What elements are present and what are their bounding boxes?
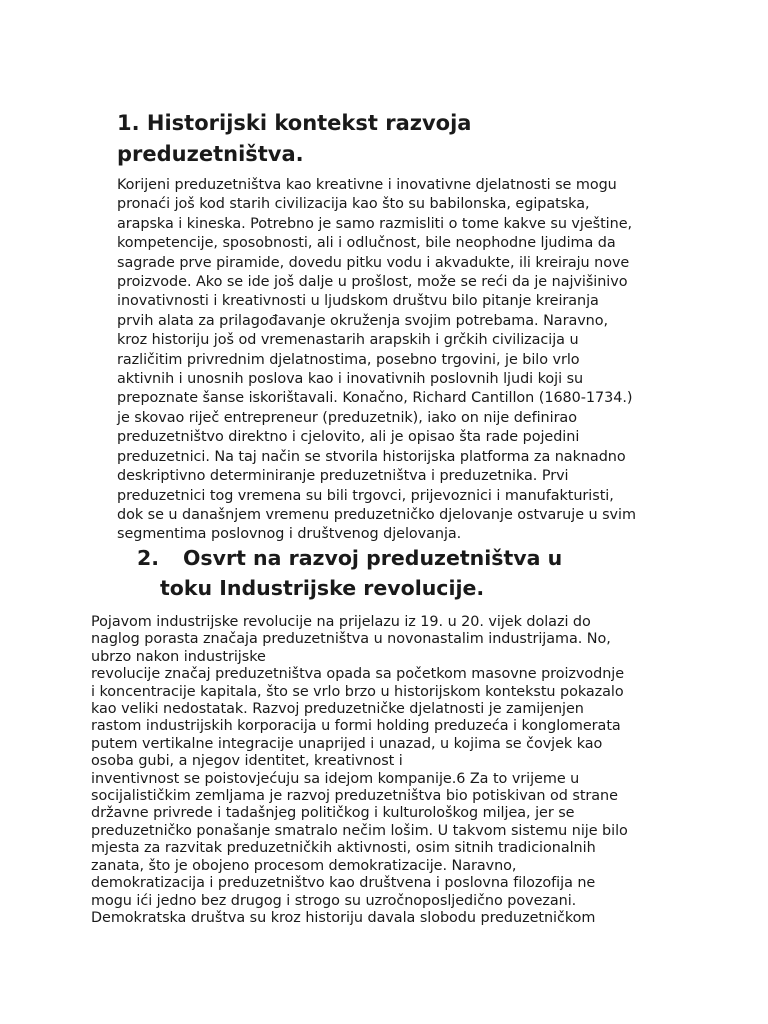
paragraph-line: Korijeni preduzetništva kao kreativne i inovativne djelatnosti se mogu xyxy=(117,177,617,193)
paragraph-line: putem vertikalne integracije unaprijed i unazad, u kojima se čovjek kao xyxy=(91,735,603,752)
paragraph-line: demokratizacija i preduzetništvo kao društvena i poslovna filozofija ne xyxy=(91,875,596,892)
paragraph-line: preduzetništvo direktno i cjelovito, ali je opisao šta rade pojedini xyxy=(117,429,580,446)
heading-line xyxy=(137,573,697,603)
section-1-paragraph xyxy=(117,176,697,545)
heading-line: 1. Historijski kontekst razvoja xyxy=(117,111,472,135)
paragraph-line: mogu ići jedno bez drugog i strogo su uzročnoposljedično povezani. xyxy=(91,892,577,909)
paragraph-line: mjesta za razvitak preduzetničkih aktivnosti, osim sitnih tradicionalnih xyxy=(91,840,596,857)
paragraph-line: inventivnost se poistovjećuju sa idejom kompanije.6 Za to vrijeme u xyxy=(91,770,580,787)
heading-number: 2. xyxy=(137,546,160,570)
paragraph-line: je skovao riječ entrepreneur (preduzetnik), iako on nije definirao xyxy=(117,409,577,426)
heading-text: toku Industrijske revolucije. xyxy=(160,576,485,600)
paragraph-line: naglog porasta značaja preduzetništva u novonastalim industrijama. No, xyxy=(91,631,611,648)
paragraph-line: dok se u današnjem vremenu preduzetničko djelovanje ostvaruje u svim xyxy=(117,506,636,523)
paragraph-line: proizvode. Ako se ide još dalje u prošlost, može se reći da je najvišinivo xyxy=(117,274,628,291)
paragraph-line: deskriptivno determiniranje preduzetništva i preduzetnika. Prvi xyxy=(117,468,569,485)
paragraph-line: revolucije značaj preduzetništva opada sa početkom masovne proizvodnje xyxy=(91,666,625,683)
paragraph-line: ubrzo nakon industrijske xyxy=(91,648,266,665)
heading-line xyxy=(137,543,697,573)
section-2-paragraph xyxy=(91,614,691,927)
paragraph-line: socijalističkim zemljama je razvoj preduzetništva bio potiskivan od strane xyxy=(91,788,618,805)
section-1-heading xyxy=(117,108,677,170)
paragraph-line: kroz historiju još od vremenastarih arapskih i grčkih civilizacija u xyxy=(117,332,579,349)
paragraph-line: osoba gubi, a njegov identitet, kreativnost i xyxy=(91,753,403,770)
paragraph-line: Demokratska društva su kroz historiju davala slobodu preduzetničkom xyxy=(91,909,596,926)
paragraph-line: državne privrede i tadašnjeg političkog i kulturološkog miljea, jer se xyxy=(91,805,575,822)
paragraph-line: rastom industrijskih korporacija u formi holding preduzeća i konglomerata xyxy=(91,718,621,735)
paragraph-line: sagrade prve piramide, dovedu pitku vodu i akvadukte, ili kreiraju nove xyxy=(117,254,630,271)
paragraph-line: preduzetnici. Na taj način se stvorila historijska platforma za naknadno xyxy=(117,448,626,465)
paragraph-line: pronaći još kod starih civilizacija kao što su babilonska, egipatska, xyxy=(117,196,590,213)
paragraph-line: arapska i kineska. Potrebno je samo razmisliti o tome kakve su vještine, xyxy=(117,215,633,232)
paragraph-line: preduzetnici tog vremena su bili trgovci, prijevoznici i manufakturisti, xyxy=(117,487,614,504)
paragraph-line: segmentima poslovnog i društvenog djelovanja. xyxy=(117,526,462,543)
heading-text: Osvrt na razvoj preduzetništva u xyxy=(183,546,563,570)
paragraph-line: preduzetničko ponašanje smatralo nečim lošim. U takvom sistemu nije bilo xyxy=(91,822,628,839)
paragraph-line: prepoznate šanse iskorištavali. Konačno, Richard Cantillon (1680-1734.) xyxy=(117,390,633,407)
section-2-heading xyxy=(137,543,697,603)
paragraph-line: zanata, što je obojeno procesom demokratizacije. Naravno, xyxy=(91,857,517,874)
paragraph-line: i koncentracije kapitala, što se vrlo brzo u historijskom kontekstu pokazalo xyxy=(91,683,624,700)
heading-line: preduzetništva. xyxy=(117,142,304,166)
paragraph-line: prvih alata za prilagođavanje okruženja svojim potrebama. Naravno, xyxy=(117,312,609,329)
paragraph-line: kompetencije, sposobnosti, ali i odlučnost, bile neophodne ljudima da xyxy=(117,235,616,252)
paragraph-line: aktivnih i unosnih poslova kao i inovativnih poslovnih ljudi koji su xyxy=(117,371,584,388)
paragraph-line: kao veliki nedostatak. Razvoj preduzetničke djelatnosti je zamijenjen xyxy=(91,701,584,718)
paragraph-line: različitim privrednim djelatnostima, posebno trgovini, je bilo vrlo xyxy=(117,351,580,368)
paragraph-line: Pojavom industrijske revolucije na prijelazu iz 19. u 20. vijek dolazi do xyxy=(91,614,591,630)
paragraph-line: inovativnosti i kreativnosti u ljudskom društvu bilo pitanje kreiranja xyxy=(117,293,599,310)
